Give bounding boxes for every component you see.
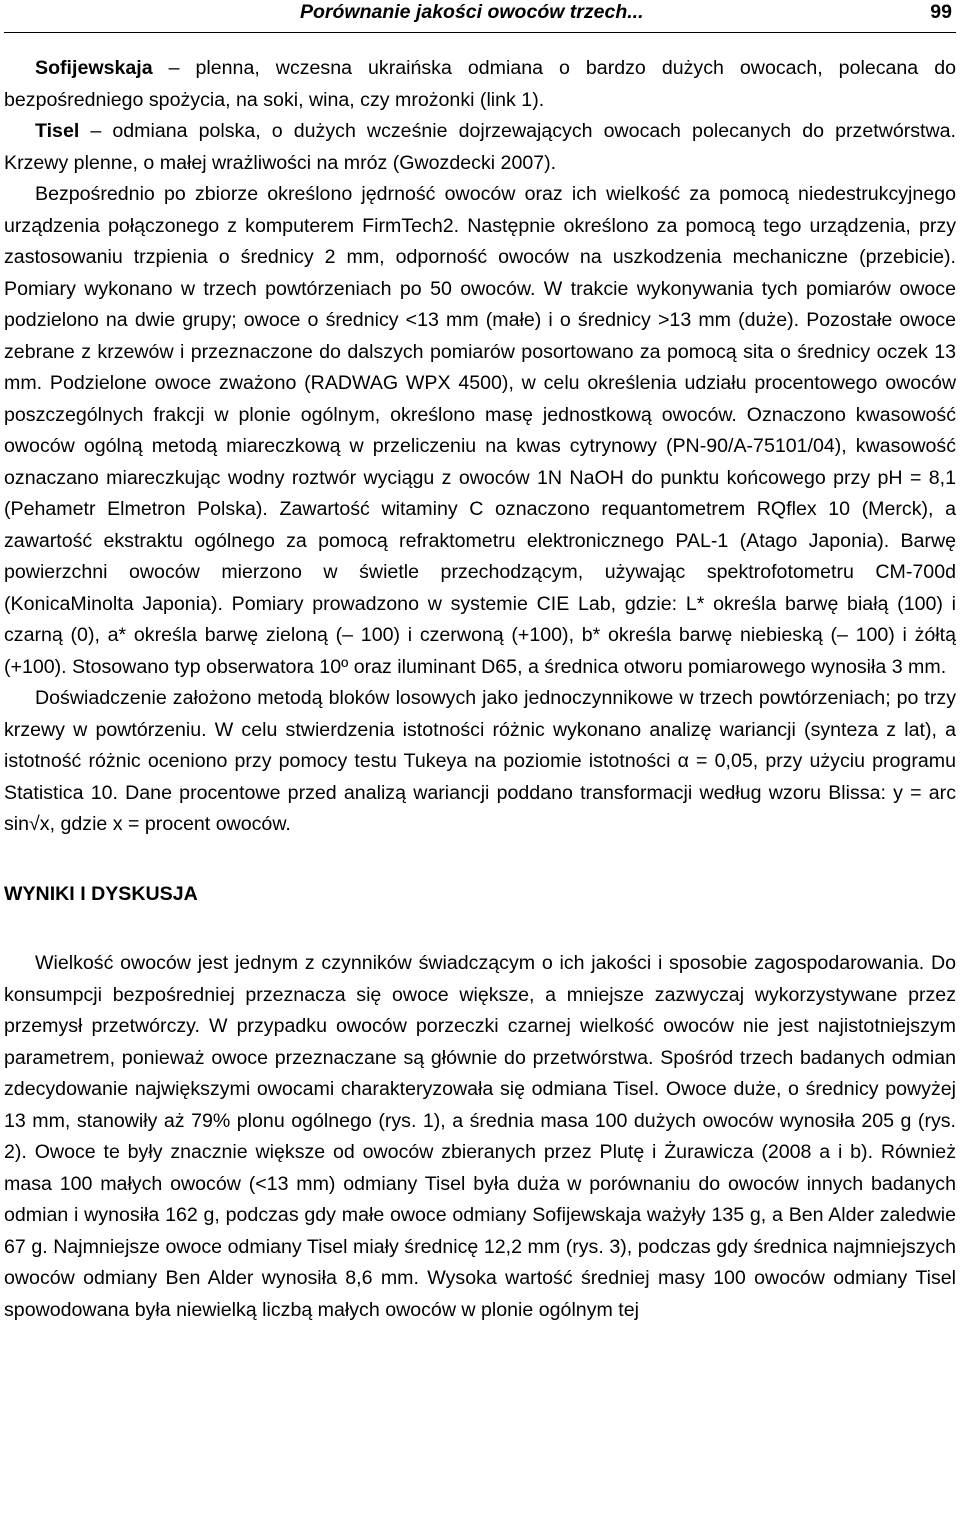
page-number: 99 <box>930 1 952 23</box>
variety-text: – plenna, wczesna ukraińska odmiana o bardzo dużych owocach, polecana do bezpośredniego spożycia, na soki, wina, czy mrożonki (link 1). <box>4 57 956 111</box>
statistics-paragraph: Doświadczenie założono metodą bloków losowych jako jednoczynnikowe w trzech powtórzeniach; po trzy krzewy w powtórzeniu. W celu stwierdzenia istotności różnic wykonano analizę wariancji (synteza z lat), a istotność różnic oceniono przy pomocy testu Tukeya na poziomie istotności α = 0,05, przy użyciu programu Statistica 10. Dane procentowe przed analizą wariancji poddano transformacji według wzoru Blissa: y = arc sin√x, gdzie x = procent owoców. <box>4 687 956 835</box>
section-heading: WYNIKI I DYSKUSJA <box>4 882 198 905</box>
body-text <box>4 53 956 1326</box>
running-title: Porównanie jakości owoców trzech... <box>300 1 644 23</box>
variety-text: – odmiana polska, o dużych wcześnie dojrzewających owocach polecanych do przetwórstwa. Krzewy plenne, o małej wrażliwości na mróz (Gwozdecki 2007). <box>4 120 956 174</box>
variety-description-sofijewskaja <box>4 53 956 116</box>
running-header <box>4 0 956 33</box>
variety-name: Sofijewskaja <box>35 57 153 79</box>
variety-name: Tisel <box>35 120 80 142</box>
variety-description-tisel <box>4 116 956 179</box>
results-paragraph: Wielkość owoców jest jednym z czynników świadczącym o ich jakości i sposobie zagospodarowania. Do konsumpcji bezpośredniej przeznacza się owoce większe, a mniejsze zazwyczaj wykorzystywane przez przemysł przetwórczy. W przypadku owoców porzeczki czarnej wielkość owoców nie jest najistotniejszym parametrem, ponieważ owoce przeznaczane są głównie do przetwórstwa. Spośród trzech badanych odmian zdecydowanie największymi owocami charakteryzowała się odmiana Tisel. Owoce duże, o średnicy powyżej 13 mm, stanowiły aż 79% plonu ogólnego (rys. 1), a średnia masa 100 dużych owoców wynosiła 205 g (rys. 2). Owoce te były znacznie większe od owoców zbieranych przez Plutę i Żurawicza (2008 a i b). Również masa 100 małych owoców (<13 mm) odmiany Tisel była duża w porównaniu do owoców innych badanych odmian i wynosiła 162 g, podczas gdy małe owoce odmiany Sofijewskaja ważyły 135 g, a Ben Alder zaledwie 67 g. Najmniejsze owoce odmiany Tisel miały średnicę 12,2 mm (rys. 3), podczas gdy średnica najmniejszych owoców odmiany Ben Alder wynosiła 8,6 mm. Wysoka wartość średniej masy 100 owoców odmiany Tisel spowodowana była niewielką liczbą małych owoców w plonie ogólnym tej <box>4 952 956 1321</box>
methods-paragraph: Bezpośrednio po zbiorze określono jędrność owoców oraz ich wielkość za pomocą niedestrukcyjnego urządzenia połączonego z komputerem FirmTech2. Następnie określono za pomocą tego urządzenia, przy zastosowaniu trzpienia o średnicy 2 mm, odporność owoców na uszkodzenia mechaniczne (przebicie). Pomiary wykonano w trzech powtórzeniach po 50 owoców. W trakcie wykonywania tych pomiarów owoce podzielono na dwie grupy; owoce o średnicy <13 mm (małe) i o średnicy >13 mm (duże). Pozostałe owoce zebrane z krzewów i przeznaczone do dalszych pomiarów posortowano za pomocą sita o średnicy oczek 13 mm. Podzielone owoce zważono (RADWAG WPX 4500), w celu określenia udziału procentowego owoców poszczególnych frakcji w plonie ogólnym, określono masę jednostkową owoców. Oznaczono kwasowość owoców ogólną metodą miareczkową w przeliczeniu na kwas cytrynowy (PN-90/A-75101/04), kwasowość oznaczano miareczkując wodny roztwór wyciągu z owoców 1N NaOH do punktu końcowego przy pH = 8,1 (Pehametr Elmetron Polska). Zawartość witaminy C oznaczono requantometrem RQflex 10 (Merck), a zawartość ekstraktu ogólnego za pomocą refraktometru elektronicznego PAL-1 (Atago Japonia). Barwę powierzchni owoców mierzono w świetle przechodzącym, używając spektrofotometru CM-700d (KonicaMinolta Japonia). Pomiary prowadzono w systemie CIE Lab, gdzie: L* określa barwę białą (100) i czarną (0), a* określa barwę zieloną (– 100) i czerwoną (+100), b* określa barwę niebieską (– 100) i żółtą (+100). Stosowano typ obserwatora 10º oraz iluminant D65, a średnica otworu pomiarowego wynosiła 3 mm. <box>4 183 956 678</box>
